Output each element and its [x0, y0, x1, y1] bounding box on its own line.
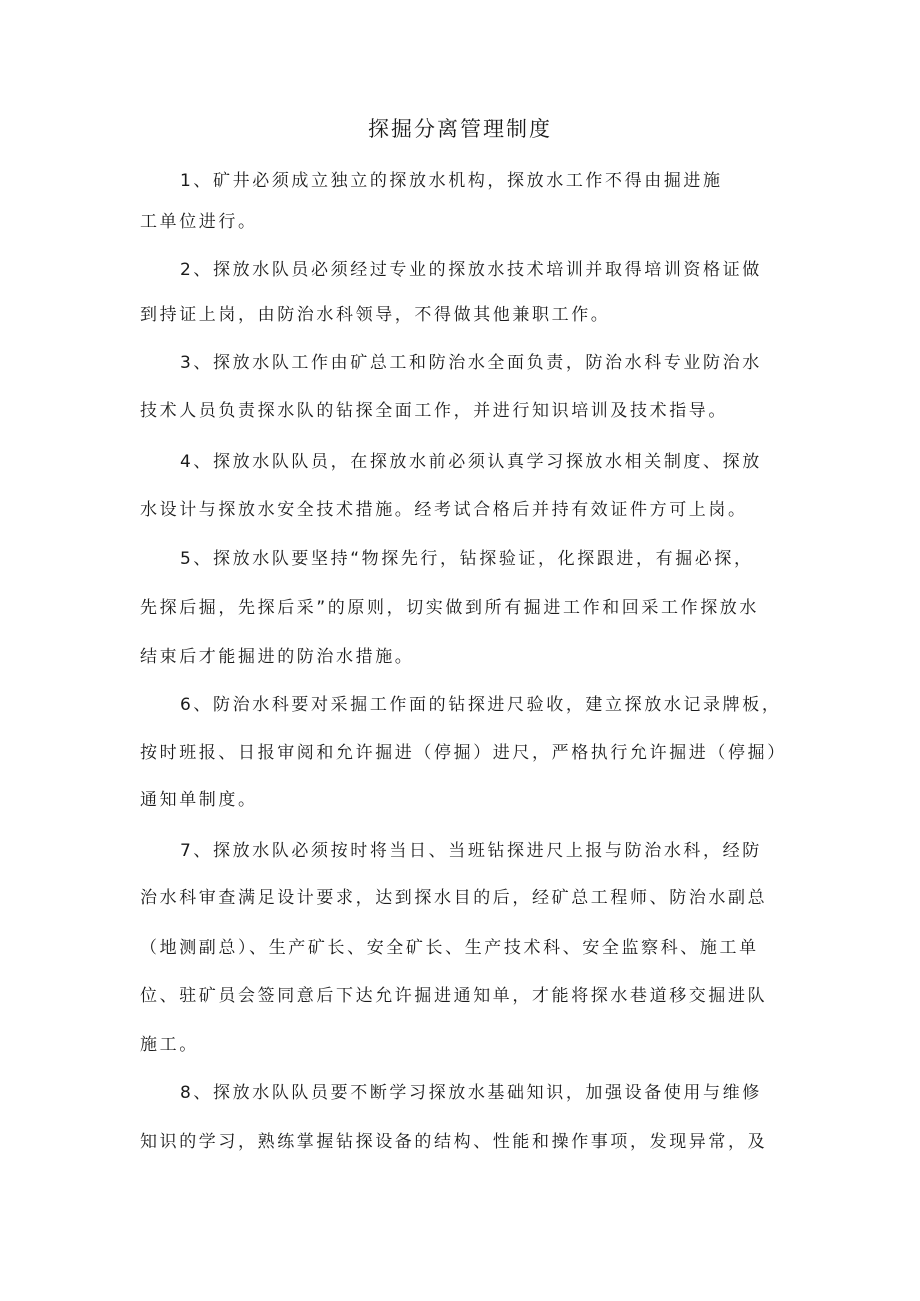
paragraph-5-line-1: 5、探放水队要坚持“物探先行，钻探验证，化探跟进，有掘必探，	[180, 549, 754, 569]
paragraph-2-line-1: 2、探放水队员必须经过专业的探放水技术培训并取得培训资格证做	[180, 260, 762, 280]
paragraph-1-line-1: 1、矿井必须成立独立的探放水机构，探放水工作不得由掘进施	[180, 171, 723, 191]
paragraph-7-line-1: 7、探放水队必须按时将当日、当班钻探进尺上报与防治水科，经防	[180, 841, 762, 861]
paragraph-7-line-3: （地测副总）、生产矿长、安全矿长、生产技术科、安全监察科、施工单	[140, 938, 759, 958]
paragraph-7-line-4: 位、驻矿员会签同意后下达允许掘进通知单，才能将探水巷道移交掘进队	[140, 986, 768, 1006]
paragraph-7-line-5: 施工。	[140, 1035, 199, 1055]
paragraph-2-line-2: 到持证上岗，由防治水科领导，不得做其他兼职工作。	[140, 305, 611, 325]
paragraph-5-line-2: 先探后掘，先探后采”的原则，切实做到所有掘进工作和回采工作探放水	[140, 598, 760, 618]
paragraph-5-line-3: 结束后才能掘进的防治水措施。	[140, 647, 415, 667]
paragraph-6-line-3: 通知单制度。	[140, 790, 258, 810]
document-title: 探掘分离管理制度	[368, 117, 552, 141]
paragraph-4-line-1: 4、探放水队队员，在探放水前必须认真学习探放水相关制度、探放	[180, 452, 762, 472]
paragraph-8-line-2: 知识的学习，熟练掌握钻探设备的结构、性能和操作事项，发现异常，及	[140, 1132, 768, 1152]
paragraph-6-line-2: 按时班报、日报审阅和允许掘进（停掘）进尺，严格执行允许掘进（停掘）	[140, 743, 787, 763]
paragraph-1-line-2: 工单位进行。	[140, 212, 258, 232]
paragraph-8-line-1: 8、探放水队队员要不断学习探放水基础知识，加强设备使用与维修	[180, 1083, 762, 1103]
paragraph-3-line-2: 技术人员负责探水队的钻探全面工作，并进行知识培训及技术指导。	[140, 401, 728, 421]
paragraph-4-line-2: 水设计与探放水安全技术措施。经考试合格后并持有效证件方可上岗。	[140, 500, 748, 520]
paragraph-7-line-2: 治水科审查满足设计要求，达到探水目的后，经矿总工程师、防治水副总	[140, 888, 768, 908]
paragraph-6-line-1: 6、防治水科要对采掘工作面的钻探进尺验收，建立探放水记录牌板，	[180, 695, 782, 715]
paragraph-3-line-1: 3、探放水队工作由矿总工和防治水全面负责，防治水科专业防治水	[180, 353, 762, 373]
